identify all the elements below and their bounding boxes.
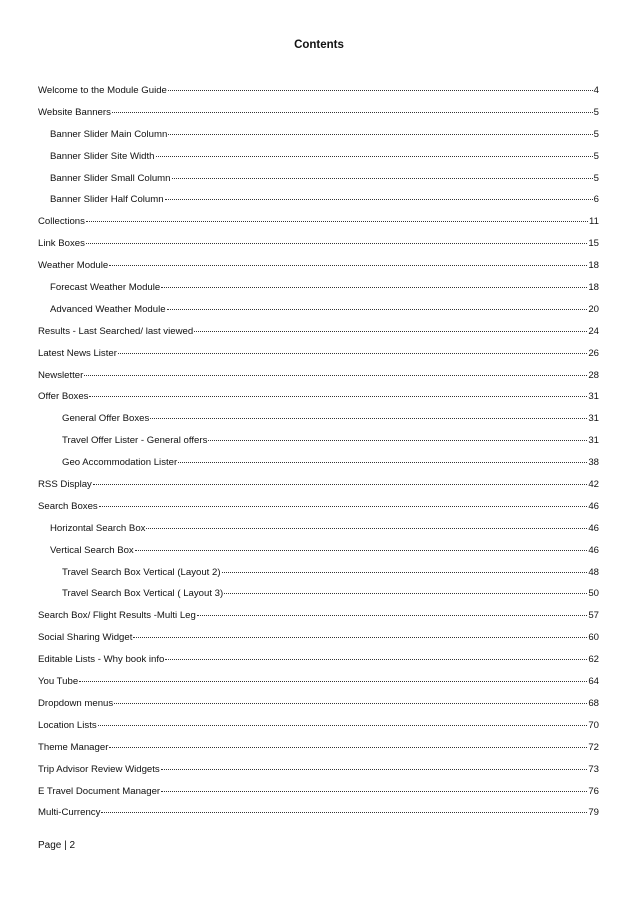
toc-entry[interactable] [38, 301, 599, 323]
toc-entry-page-number[interactable]: 76 [588, 785, 599, 797]
dot-leader [161, 759, 588, 770]
toc-entry-page-number[interactable]: 70 [588, 719, 599, 731]
dot-leader [114, 693, 587, 704]
toc-entry[interactable] [38, 323, 599, 345]
dot-leader [208, 430, 587, 441]
toc-entry[interactable] [38, 717, 599, 739]
toc-entry[interactable] [38, 126, 599, 148]
toc-entry-page-number[interactable]: 11 [589, 216, 599, 228]
toc-entry[interactable] [38, 564, 599, 586]
toc-entry-label[interactable]: Weather Module [38, 260, 109, 272]
dot-leader [79, 671, 587, 682]
toc-entry[interactable] [38, 585, 599, 607]
dot-leader [112, 102, 593, 113]
toc-entry-page-number[interactable]: 15 [588, 238, 599, 250]
toc-entry[interactable] [38, 367, 599, 389]
toc-entry[interactable] [38, 345, 599, 367]
toc-entry[interactable] [38, 432, 599, 454]
toc-entry-label[interactable]: Dropdown menus [38, 697, 114, 709]
dot-leader [161, 781, 587, 792]
table-of-contents [38, 82, 599, 826]
toc-entry-label[interactable]: Offer Boxes [38, 391, 89, 403]
dot-leader [98, 715, 588, 726]
toc-entry-page-number[interactable]: 38 [588, 457, 599, 469]
toc-entry-label[interactable]: Link Boxes [38, 238, 85, 250]
toc-entry-label[interactable]: Travel Offer Lister - General offers [62, 435, 208, 447]
toc-entry-label[interactable]: Collections [38, 216, 85, 228]
toc-entry-label[interactable]: Editable Lists - Why book info [38, 654, 165, 666]
dot-leader [194, 321, 587, 332]
toc-entry-label[interactable]: Advanced Weather Module [50, 303, 166, 315]
toc-entry-label[interactable]: Geo Accommodation Lister [62, 457, 178, 469]
toc-entry-label[interactable]: Latest News Lister [38, 347, 117, 359]
toc-entry[interactable] [38, 739, 599, 761]
dot-leader [165, 649, 587, 660]
toc-entry-label[interactable]: Multi-Currency [38, 807, 101, 819]
dot-leader [118, 343, 587, 354]
toc-entry[interactable] [38, 651, 599, 673]
dot-leader [150, 408, 587, 419]
toc-entry[interactable] [38, 804, 599, 826]
toc-entry-page-number[interactable]: 31 [588, 435, 599, 447]
toc-entry-page-number[interactable]: 79 [588, 807, 599, 819]
toc-entry-label[interactable]: Newsletter [38, 369, 84, 381]
toc-entry-page-number[interactable]: 28 [588, 369, 599, 381]
toc-entry-page-number[interactable]: 5 [593, 172, 599, 184]
toc-entry-page-number[interactable]: 50 [588, 588, 599, 600]
toc-entry-label[interactable]: General Offer Boxes [62, 413, 150, 425]
dot-leader [156, 146, 593, 157]
toc-entry-page-number[interactable]: 6 [593, 194, 599, 206]
toc-entry[interactable] [38, 607, 599, 629]
toc-entry-page-number[interactable]: 24 [588, 325, 599, 337]
dot-leader [101, 802, 587, 813]
toc-entry-label[interactable]: Website Banners [38, 106, 111, 118]
dot-leader [135, 540, 588, 551]
toc-entry-page-number[interactable]: 26 [588, 347, 599, 359]
toc-entry-label[interactable]: Trip Advisor Review Widgets [38, 763, 160, 775]
toc-entry-page-number[interactable]: 20 [588, 303, 599, 315]
toc-entry-label[interactable]: Banner Slider Half Column [50, 194, 164, 206]
dot-leader [161, 277, 587, 288]
dot-leader [146, 518, 587, 529]
toc-entry-label[interactable]: Welcome to the Module Guide [38, 85, 167, 96]
toc-entry-page-number[interactable]: 18 [588, 260, 599, 272]
toc-entry-label[interactable]: Theme Manager [38, 741, 109, 753]
toc-entry[interactable] [38, 82, 599, 104]
dot-leader [224, 583, 587, 594]
toc-entry-page-number[interactable]: 46 [588, 500, 599, 512]
toc-entry-label[interactable]: E Travel Document Manager [38, 785, 161, 797]
dot-leader [168, 80, 593, 91]
toc-entry[interactable] [38, 783, 599, 805]
toc-entry-label[interactable]: Travel Search Box Vertical ( Layout 3) [62, 588, 224, 600]
toc-entry-label[interactable]: Travel Search Box Vertical (Layout 2) [62, 566, 221, 578]
toc-entry[interactable] [38, 213, 599, 235]
toc-entry[interactable] [38, 170, 599, 192]
toc-entry-page-number[interactable]: 60 [588, 632, 599, 644]
toc-entry-page-number[interactable]: 57 [588, 610, 599, 622]
dot-leader [93, 474, 587, 485]
toc-entry-page-number[interactable]: 72 [588, 741, 599, 753]
toc-entry-label[interactable]: Results - Last Searched/ last viewed [38, 325, 194, 337]
toc-entry-page-number[interactable]: 62 [588, 654, 599, 666]
dot-leader [222, 562, 588, 573]
toc-entry-label[interactable]: Location Lists [38, 719, 97, 731]
toc-entry-page-number[interactable]: 31 [588, 391, 599, 403]
toc-entry[interactable] [38, 673, 599, 695]
toc-entry-page-number[interactable]: 31 [588, 413, 599, 425]
dot-leader [178, 452, 587, 463]
dot-leader [109, 255, 587, 266]
toc-entry-label[interactable]: Vertical Search Box [50, 544, 134, 556]
toc-entry[interactable] [38, 629, 599, 651]
toc-entry-page-number[interactable]: 68 [588, 697, 599, 709]
toc-entry-page-number[interactable]: 48 [588, 566, 599, 578]
toc-entry-page-number[interactable]: 4 [593, 85, 599, 96]
toc-entry[interactable] [38, 476, 599, 498]
dot-leader [86, 211, 588, 222]
toc-entry-page-number[interactable]: 46 [588, 522, 599, 534]
dot-leader [86, 233, 587, 244]
toc-entry-label[interactable]: Banner Slider Small Column [50, 172, 171, 184]
toc-entry[interactable] [38, 454, 599, 476]
toc-entry[interactable] [38, 695, 599, 717]
dot-leader [168, 124, 592, 135]
toc-entry-page-number[interactable]: 5 [593, 150, 599, 162]
toc-entry-label[interactable]: Forecast Weather Module [50, 282, 161, 294]
dot-leader [99, 496, 588, 507]
dot-leader [89, 386, 587, 397]
toc-entry-page-number[interactable]: 73 [588, 763, 599, 775]
dot-leader [197, 605, 587, 616]
toc-entry[interactable] [38, 148, 599, 170]
toc-entry-page-number[interactable]: 5 [593, 106, 599, 118]
toc-entry-page-number[interactable]: 42 [588, 479, 599, 491]
toc-entry-page-number[interactable]: 5 [593, 128, 599, 140]
dot-leader [109, 737, 587, 748]
toc-entry[interactable] [38, 279, 599, 301]
page-footer: Page | 2 [38, 840, 76, 851]
toc-entry[interactable] [38, 498, 599, 520]
toc-entry[interactable] [38, 761, 599, 783]
toc-entry-label[interactable]: You Tube [38, 676, 79, 688]
toc-entry-page-number[interactable]: 18 [588, 282, 599, 294]
toc-entry-label[interactable]: Social Sharing Widget [38, 632, 133, 644]
contents-title: Contents [294, 39, 344, 51]
toc-entry[interactable] [38, 257, 599, 279]
toc-entry-page-number[interactable]: 64 [588, 676, 599, 688]
toc-entry[interactable] [38, 235, 599, 257]
toc-entry-page-number[interactable]: 46 [588, 544, 599, 556]
toc-entry[interactable] [38, 388, 599, 410]
toc-entry-label[interactable]: Banner Slider Site Width [50, 150, 155, 162]
dot-leader [84, 365, 587, 376]
dot-leader [165, 189, 593, 200]
toc-entry-label[interactable]: RSS Display [38, 479, 92, 491]
toc-entry-label[interactable]: Banner Slider Main Column [50, 128, 168, 140]
toc-entry[interactable] [38, 191, 599, 213]
toc-entry[interactable] [38, 410, 599, 432]
toc-entry-label[interactable]: Search Boxes [38, 500, 98, 512]
toc-entry[interactable] [38, 520, 599, 542]
toc-entry[interactable] [38, 104, 599, 126]
toc-entry-label[interactable]: Horizontal Search Box [50, 522, 146, 534]
toc-entry[interactable] [38, 542, 599, 564]
dot-leader [172, 168, 593, 179]
toc-entry-label[interactable]: Search Box/ Flight Results -Multi Leg [38, 610, 196, 622]
dot-leader [167, 299, 588, 310]
dot-leader [133, 627, 587, 638]
